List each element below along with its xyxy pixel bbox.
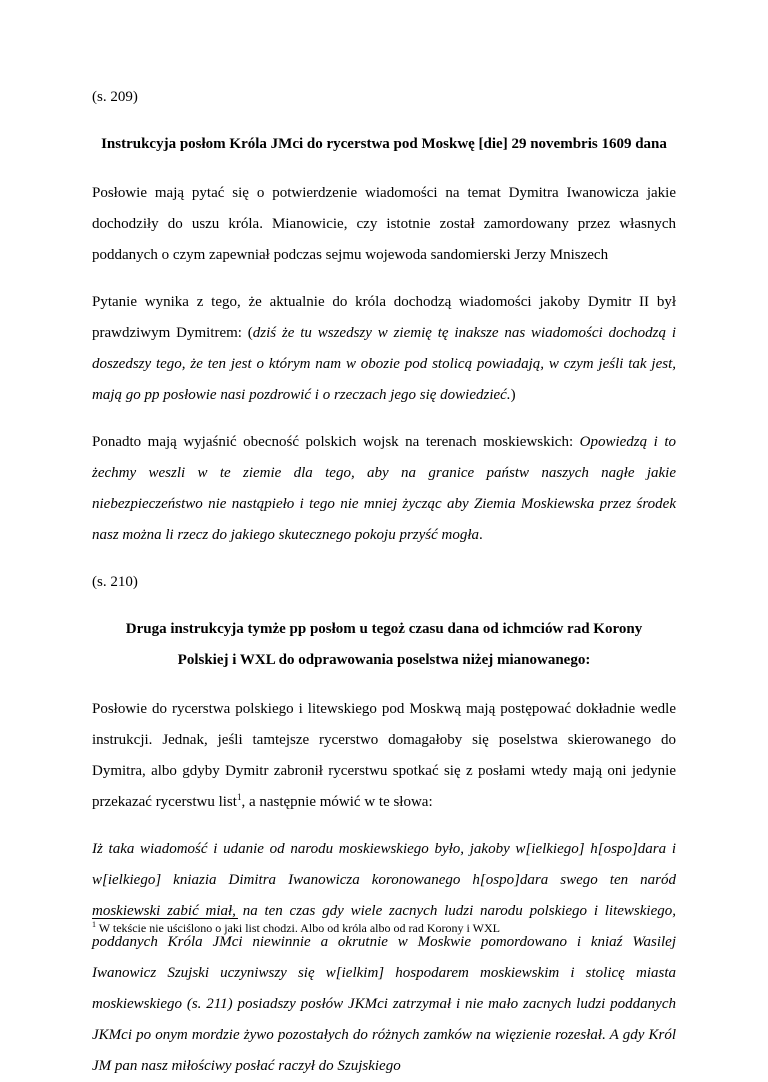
paragraph-dymitr-confirmation: Posłowie mają pytać się o potwierdzenie wiadomości na temat Dymitra Iwanowicza jakie dochodziły do uszu króla. Mianowicie, czy istotnie został zamordowany przez własnych poddanych o czym zapewniał podczas sejmu wojewoda sandomierski Jerzy Mniszech bbox=[92, 185, 676, 263]
paragraph-envoys-procedure bbox=[92, 694, 676, 818]
footnote-separator bbox=[92, 918, 238, 919]
footnote bbox=[92, 920, 692, 936]
footnote-number: 1 bbox=[92, 920, 96, 929]
period: . bbox=[479, 527, 483, 543]
heading-second-instruction bbox=[92, 614, 676, 676]
paragraph-text-tail: , a następnie mówić w te słowa: bbox=[241, 794, 433, 810]
page-reference-210: (s. 210) bbox=[92, 574, 138, 590]
quoted-text: dziś że tu wszedszy w ziemię tę inaksze nas wiadomości dochodzą i doszedszy tego, że ten jest o którym nam w obozie pod stolicą powiadają, w czym jeśli tak jest, mają go pp posłowie nasi pozdrowić i o rzeczach jego się dowiedzieć. bbox=[92, 325, 676, 403]
paragraph-dymitr-question bbox=[92, 287, 676, 411]
page-reference-209: (s. 209) bbox=[92, 89, 138, 105]
heading-line-2: Polskiej i WXL do odprawowania poselstwa niżej mianowanego: bbox=[177, 652, 591, 668]
quoted-text: Opowiedzą i to żechmy weszli w te ziemie dla tego, aby na granice państw naszych nagłe jakie niebezpieczeństwo nie nastąpieło i tego nie mniej życząc aby Ziemia Moskiewska przez środek nasz można li rzecz do jakiego skutecznego pokoju przyść mogła bbox=[92, 434, 676, 543]
paragraph-envoys-speech: Iż taka wiadomość i udanie od narodu moskiewskiego było, jakoby w[ielkiego] h[ospo]dara i w[ielkiego] kniazia Dimitra Iwanowicza koronowanego h[ospo]dara swego ten naród moskiewski zabić miał, na ten czas gdy wiele zacnych ludzi narodu polskiego i litewskiego, poddanych Króla JMci niewinnie a okrutnie w Moskwie pomordowano i kniaź Wasilej Iwanowicz Szujski uczyniwszy się w[ielkim] hospodarem moskiewskim i stolicę miasta moskiewskiego (s. 211) posiadszy posłów JKMci zatrzymał i nie mało zacnych ludzi poddanych JKMci po onym mordzie żywo pozostałych do różnych zamków na więzienie rozesłał. A gdy Król JM pan nasz miłościwy posłać raczył do Szujskiego bbox=[92, 841, 676, 1074]
footnote-text: W tekście nie uściślono o jaki list chodzi. Albo od króla albo od rad Korony i WXL bbox=[96, 921, 500, 935]
paragraph-text: Pytanie wynika z tego, że aktualnie do króla dochodzą wiadomości jakoby Dymitr II był prawdziwym Dymitrem: ( bbox=[92, 294, 676, 341]
heading-first-instruction: Instrukcyja posłom Króla JMci do rycerstwa pod Moskwę [die] 29 novembris 1609 dana bbox=[101, 136, 667, 152]
paragraph-polish-troops bbox=[92, 427, 676, 551]
paragraph-text: Ponadto mają wyjaśnić obecność polskich wojsk na terenach moskiewskich: bbox=[92, 434, 580, 450]
heading-line-1: Druga instrukcyja tymże pp posłom u tegoż czasu dana od ichmciów rad Korony bbox=[125, 621, 643, 637]
paragraph-text: Posłowie do rycerstwa polskiego i litewskiego pod Moskwą mają postępować dokładnie wedle instrukcji. Jednak, jeśli tamtejsze rycerstwo domagałoby się poselstwa skierowanego do Dymitra, albo gdyby Dymitr zabronił rycerstwu spotkać się z posłami wtedy mają oni jedynie przekazać rycerstwu list bbox=[92, 701, 676, 810]
closing-parenthesis: ) bbox=[510, 387, 516, 403]
footnote-reference[interactable]: 1 bbox=[236, 792, 242, 802]
